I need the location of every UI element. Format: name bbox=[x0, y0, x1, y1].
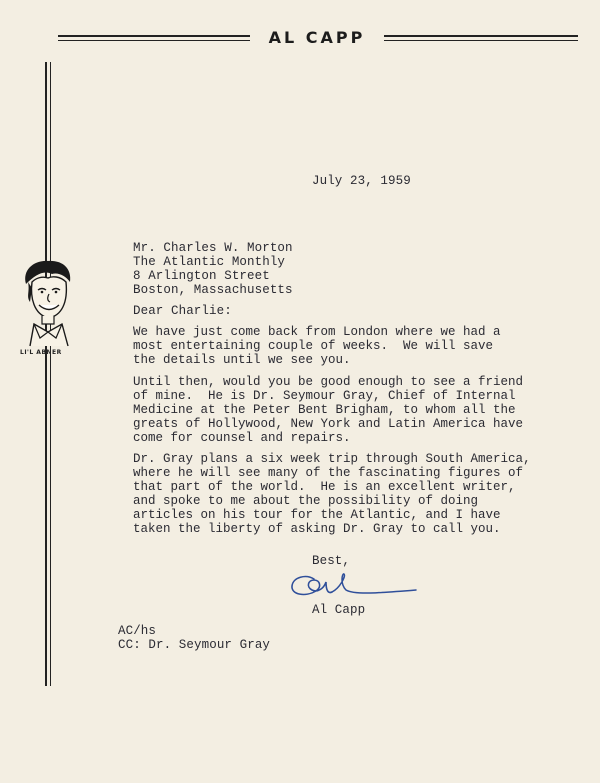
paragraph-3-line-6: taken the liberty of asking Dr. Gray to call you. bbox=[133, 522, 501, 536]
paragraph-3-line-2: where he will see many of the fascinating figures of bbox=[133, 466, 524, 480]
paragraph-2-line-3: Medicine at the Peter Bent Brigham, to whom all the bbox=[133, 403, 516, 417]
letterhead-rule-left bbox=[58, 35, 250, 37]
address-line-2: The Atlantic Monthly bbox=[133, 255, 286, 269]
paragraph-1-line-1: We have just come back from London where we had a bbox=[133, 325, 501, 339]
margin-rule-inner bbox=[50, 62, 51, 686]
letterhead-name: AL CAPP bbox=[268, 28, 366, 47]
letterhead-rule-right-thin bbox=[384, 40, 578, 41]
paragraph-3-line-1: Dr. Gray plans a six week trip through South America, bbox=[133, 452, 531, 466]
paragraph-3-line-3: that part of the world. He is an excellent writer, bbox=[133, 480, 516, 494]
paragraph-2-line-1: Until then, would you be good enough to see a friend bbox=[133, 375, 524, 389]
letter-date: July 23, 1959 bbox=[312, 174, 411, 188]
paragraph-3-line-5: articles on his tour for the Atlantic, and I have bbox=[133, 508, 501, 522]
paragraph-1-line-3: the details until we see you. bbox=[133, 353, 351, 367]
address-line-1: Mr. Charles W. Morton bbox=[133, 241, 293, 255]
handwritten-signature bbox=[288, 570, 420, 600]
letterhead-rule-right bbox=[384, 35, 578, 37]
closing: Best, bbox=[312, 554, 351, 568]
paragraph-2-line-2: of mine. He is Dr. Seymour Gray, Chief of Internal bbox=[133, 389, 516, 403]
salutation: Dear Charlie: bbox=[133, 304, 232, 318]
mascot-caption: LI'L ABNER bbox=[20, 349, 62, 356]
paragraph-2-line-4: greats of Hollywood, New York and Latin America have bbox=[133, 417, 524, 431]
address-line-3: 8 Arlington Street bbox=[133, 269, 270, 283]
paragraph-3-line-4: and spoke to me about the possibility of doing bbox=[133, 494, 479, 508]
signer-name: Al Capp bbox=[312, 603, 366, 617]
typist-initials: AC/hs bbox=[118, 624, 157, 638]
cc-line: CC: Dr. Seymour Gray bbox=[118, 638, 271, 652]
paragraph-2-line-5: come for counsel and repairs. bbox=[133, 431, 351, 445]
lil-abner-mascot-illustration bbox=[18, 258, 78, 348]
margin-rule-outer bbox=[45, 62, 47, 686]
paragraph-1-line-2: most entertaining couple of weeks. We will save bbox=[133, 339, 494, 353]
address-line-4: Boston, Massachusetts bbox=[133, 283, 293, 297]
letterhead-rule-left-thin bbox=[58, 40, 250, 41]
